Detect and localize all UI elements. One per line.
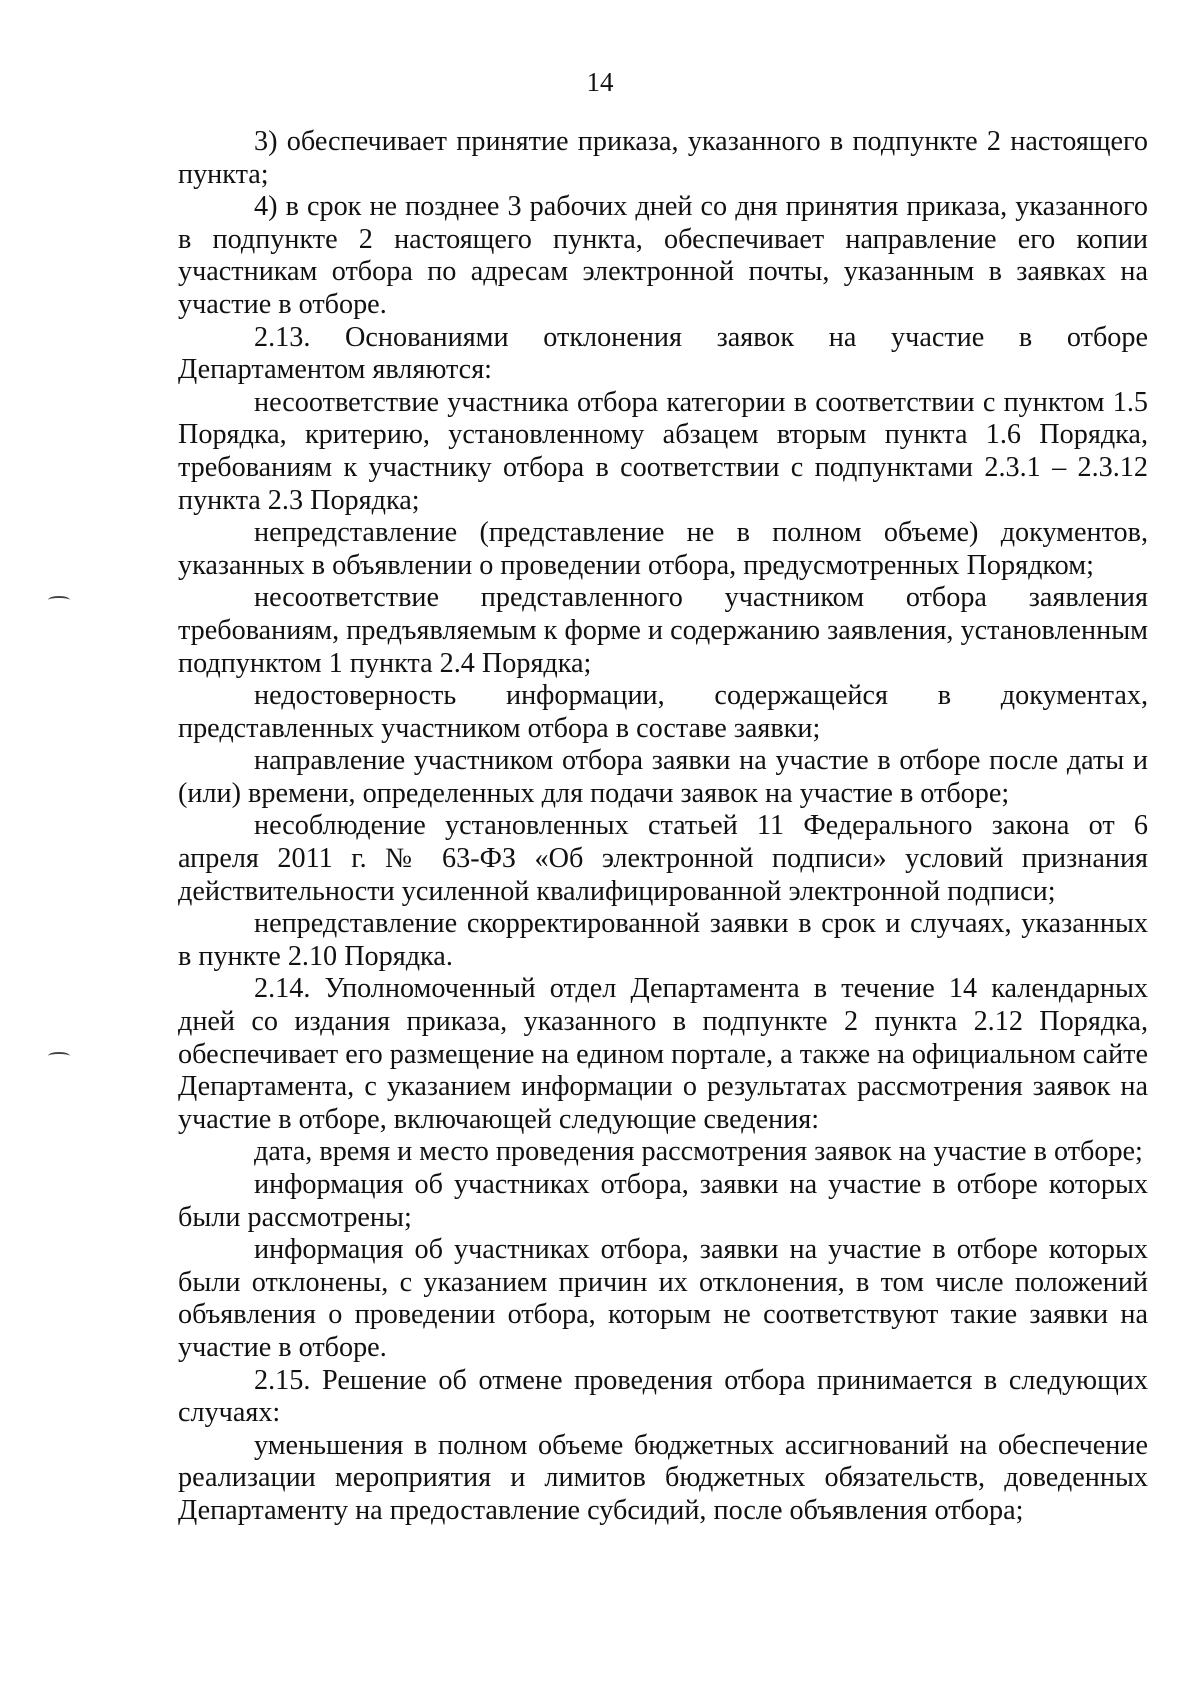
paragraph: направление участником отбора заявки на участие в отборе после даты и (или) времени, определенных для подачи заявок на участие в отборе; bbox=[178, 745, 1148, 809]
document-body bbox=[178, 126, 1148, 1528]
page-number: 14 bbox=[586, 67, 614, 97]
paragraph: информация об участниках отбора, заявки на участие в отборе которых были рассмотрены; bbox=[178, 1169, 1148, 1233]
paragraph: 4) в срок не позднее 3 рабочих дней со дня принятия приказа, указанного в подпункте 2 настоящего пункта, обеспечивает направление его копии участникам отбора по адресам электронной почты, указанным в заявках на участие в отборе. bbox=[178, 191, 1148, 320]
paragraph: информация об участниках отбора, заявки на участие в отборе которых были отклонены, с указанием причин их отклонения, в том числе положений объявления о проведении отбора, которым не соответствуют такие заявки на участие в отборе. bbox=[178, 1234, 1148, 1363]
paragraph: непредставление (представление не в полном объеме) документов, указанных в объявлении о проведении отбора, предусмотренных Порядком; bbox=[178, 517, 1148, 581]
paragraph: недостоверность информации, содержащейся в документах, представленных участником отбора в составе заявки; bbox=[178, 680, 1148, 744]
paragraph: 2.14. Уполномоченный отдел Департамента в течение 14 календарных дней со издания приказа, указанного в подпункте 2 пункта 2.12 Порядка, обеспечивает его размещение на едином портале, а также на официальном сайте Департамента, с указанием информации о результатах рассмотрения заявок на участие в отборе, включающей следующие сведения: bbox=[178, 973, 1148, 1135]
paragraph: непредставление скорректированной заявки в срок и случаях, указанных в пункте 2.10 Порядка. bbox=[178, 908, 1148, 972]
paragraph: 2.15. Решение об отмене проведения отбора принимается в следующих случаях: bbox=[178, 1364, 1148, 1429]
paragraph: несоблюдение установленных статьей 11 Федерального закона от 6 апреля 2011 г. № 63-ФЗ «Об электронной подписи» условий признания действительности усиленной квалифицированной электронной подписи; bbox=[178, 810, 1148, 907]
paragraph: несоответствие участника отбора категории в соответствии с пунктом 1.5 Порядка, критерию, установленному абзацем вторым пункта 1.6 Порядка, требованиям к участнику отбора в соответствии с подпунктами 2.3.1 – 2.3.12 пункта 2.3 Порядка; bbox=[178, 386, 1148, 516]
paragraph: уменьшения в полном объеме бюджетных ассигнований на обеспечение реализации мероприятия и лимитов бюджетных обязательств, доведенных Департаменту на предоставление субсидий, после объявления отбора; bbox=[178, 1429, 1148, 1526]
scan-artifact-mark bbox=[48, 596, 70, 604]
scan-artifact-mark bbox=[48, 1052, 70, 1060]
paragraph: 3) обеспечивает принятие приказа, указанного в подпункте 2 настоящего пункта; bbox=[178, 126, 1148, 190]
paragraph: несоответствие представленного участником отбора заявления требованиям, предъявляемым к форме и содержанию заявления, установленным подпунктом 1 пункта 2.4 Порядка; bbox=[178, 582, 1148, 679]
paragraph: 2.13. Основаниями отклонения заявок на участие в отборе Департаментом являются: bbox=[178, 321, 1148, 386]
paragraph: дата, время и место проведения рассмотрения заявок на участие в отборе; bbox=[254, 1136, 1143, 1168]
